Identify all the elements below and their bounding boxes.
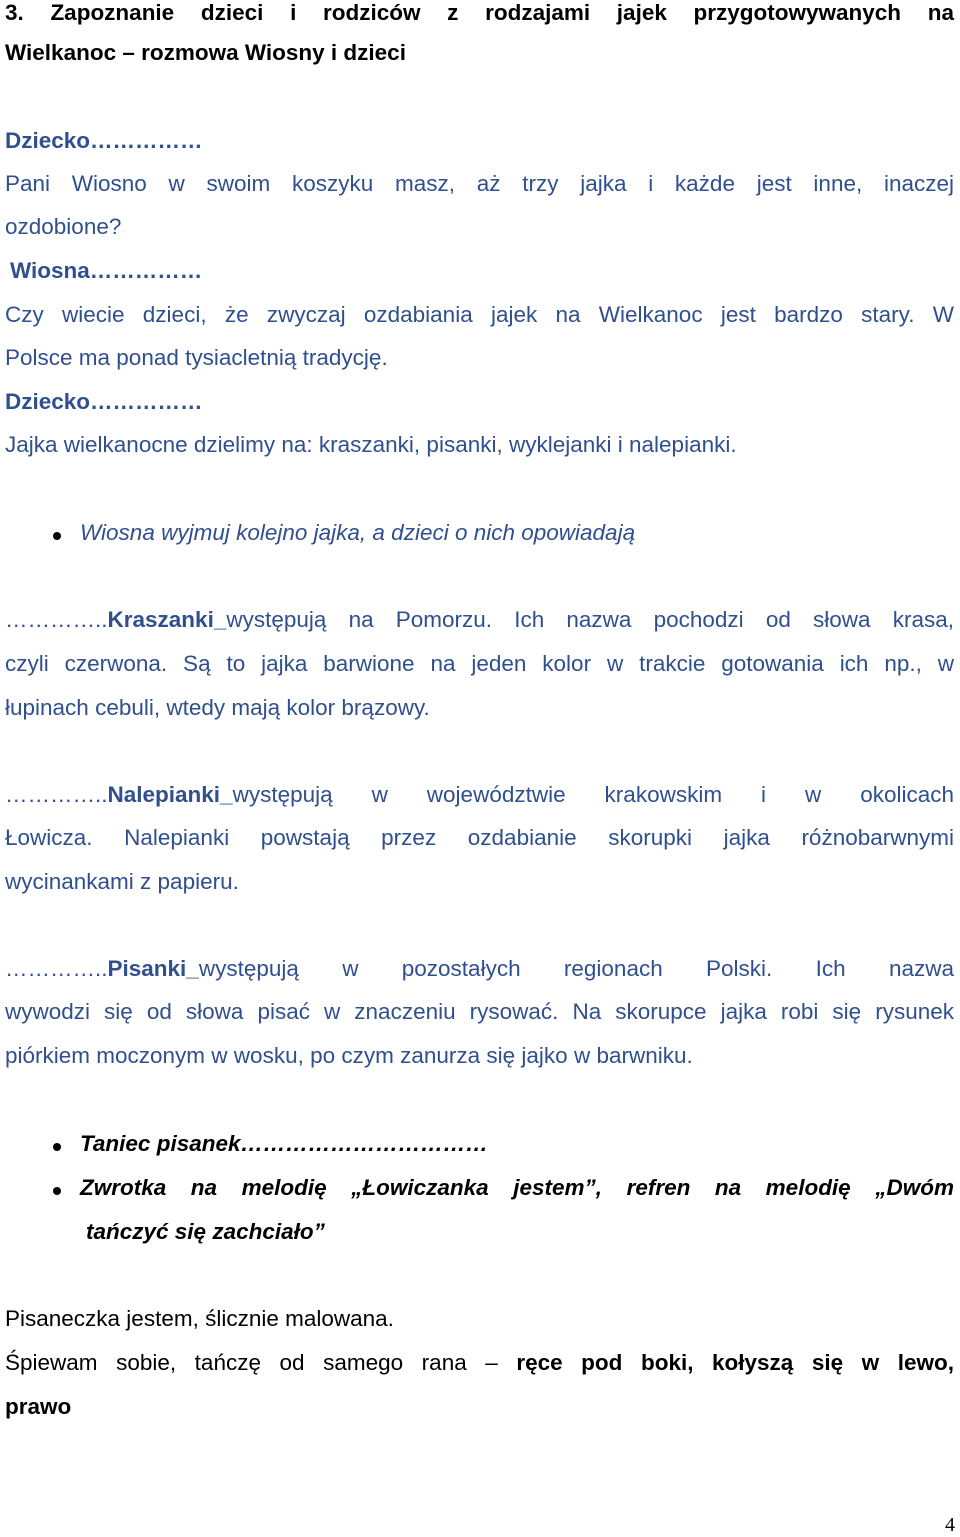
bullet-marker [53, 1143, 61, 1151]
speaker-label-spring: Wiosna…………… [10, 258, 203, 283]
pisanki-line-2: wywodzi się od słowa pisać w znaczeniu rysować. Na skorupce jajka robi się rysunek [5, 999, 954, 1024]
section-heading-line-2: Wielkanoc – rozmowa Wiosny i dzieci [5, 40, 406, 65]
child2-line-1: Jajka wielkanocne dzielimy na: kraszanki, pisanki, wyklejanki i nalepianki. [5, 432, 737, 457]
dots: ………….. [5, 956, 108, 981]
song-text: Śpiewam sobie, tańczę od samego rana – [5, 1350, 517, 1375]
speaker-label-child-2: Dziecko…………… [5, 389, 203, 414]
pisanki-term: Pisanki_ [107, 956, 199, 981]
child-line-1: Pani Wiosno w swoim koszyku masz, aż trzy jajka i każde jest inne, inaczej [5, 171, 954, 196]
dots: ………….. [5, 782, 108, 807]
kraszanki-term: Kraszanki_ [107, 607, 227, 632]
nalepianki-text: występują w województwie krakowskim i w okolicach [232, 782, 954, 807]
bullet-melody-line-2: tańczyć się zachciało” [86, 1219, 325, 1244]
section-heading-line-1: 3. Zapoznanie dzieci i rodziców z rodzajami jajek przygotowywanych na [5, 0, 954, 25]
page-number: 4 [945, 1514, 955, 1536]
nalepianki-line-1 [5, 782, 954, 808]
nalepianki-line-3: wycinankami z papieru. [5, 869, 239, 894]
nalepianki-term: Nalepianki_ [107, 782, 233, 807]
kraszanki-line-1 [5, 607, 954, 633]
spring-line-2: Polsce ma ponad tysiacletnią tradycję. [5, 345, 388, 370]
nalepianki-line-2: Łowicza. Nalepianki powstają przez ozdabianie skorupki jajka różnobarwnymi [5, 825, 954, 850]
pisanki-text: występują w pozostałych regionach Polski. Ich nazwa [198, 956, 954, 981]
kraszanki-line-2: czyli czerwona. Są to jajka barwione na jeden kolor w trakcie gotowania ich np., w [5, 651, 954, 676]
song-line-1: Pisaneczka jestem, ślicznie malowana. [5, 1306, 394, 1331]
bullet-marker [53, 532, 61, 540]
kraszanki-text: występują na Pomorzu. Ich nazwa pochodzi od słowa krasa, [226, 607, 954, 632]
song-line-3: prawo [5, 1394, 72, 1419]
bullet-melody-line-1: Zwrotka na melodię „Łowiczanka jestem”, refren na melodię „Dwóm [80, 1175, 954, 1200]
child-line-2: ozdobione? [5, 214, 122, 239]
spring-line-1: Czy wiecie dzieci, że zwyczaj ozdabiania jajek na Wielkanoc jest bardzo stary. W [5, 302, 954, 327]
kraszanki-line-3: łupinach cebuli, wtedy mają kolor brązowy. [5, 695, 430, 720]
pisanki-line-3: piórkiem moczonym w wosku, po czym zanurza się jajko w barwniku. [5, 1043, 693, 1068]
bullet-dance: Taniec pisanek…………………………… [80, 1131, 488, 1156]
pisanki-line-1 [5, 956, 954, 982]
bullet-marker [53, 1187, 61, 1195]
dots: ………….. [5, 607, 108, 632]
speaker-label-child: Dziecko…………… [5, 128, 203, 153]
song-line-2 [5, 1350, 954, 1376]
bullet-instruction: Wiosna wyjmuj kolejno jajka, a dzieci o nich opowiadają [80, 520, 636, 545]
song-choreography: ręce pod boki, kołyszą się w lewo, [516, 1350, 954, 1375]
